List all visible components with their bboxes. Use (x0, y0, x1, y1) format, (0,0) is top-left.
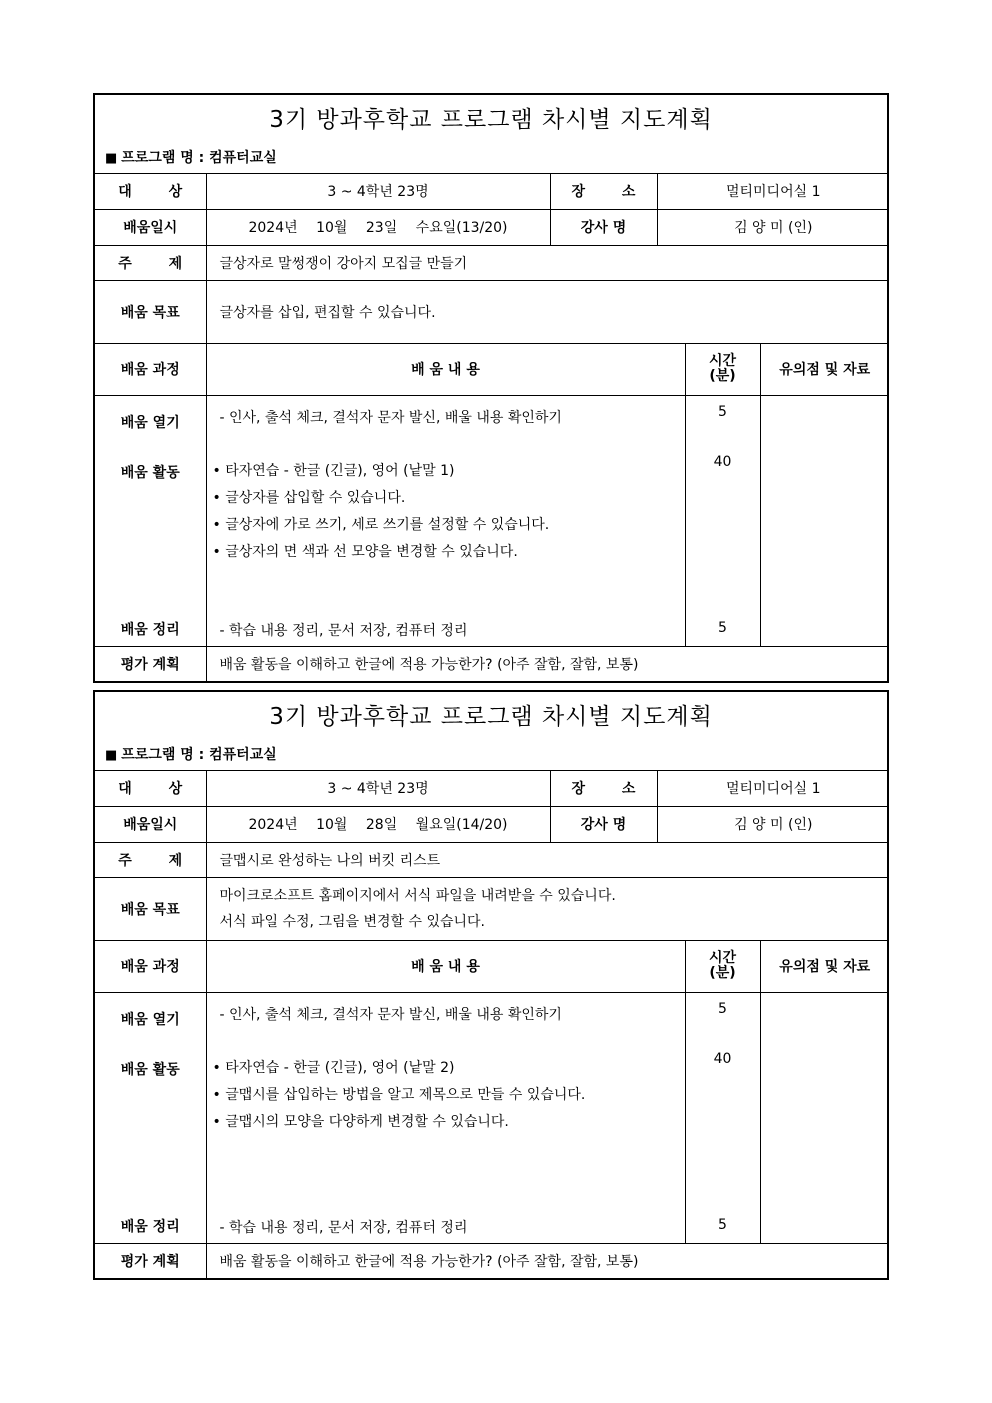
eval-label: 평가 계획 (95, 646, 206, 681)
activity-item: • 글맵시를 삽입하는 방법을 알고 제목으로 만들 수 있습니다. (212, 1086, 586, 1103)
close-minutes: 5 (718, 1216, 727, 1233)
close-content: - 학습 내용 정리, 문서 저장, 컴퓨터 정리 (219, 1219, 468, 1236)
eval-value: 배움 활동을 이해하고 한글에 적용 가능한가? (아주 잘함, 잘함, 보통) (206, 1243, 889, 1278)
time-header-line2: (분) (709, 368, 736, 384)
place-value: 멀티미디어실 1 (657, 771, 889, 806)
content-header: 배 움 내 용 (206, 343, 685, 395)
activity-item: • 타자연습 - 한글 (긴글), 영어 (낱말 1) (212, 462, 455, 479)
process-header: 배움 과정 (95, 940, 206, 992)
teacher-label: 강사 명 (550, 209, 657, 245)
activity-minutes: 40 (713, 453, 732, 470)
target-row (95, 771, 889, 806)
eval-row (95, 646, 889, 681)
date-value: 2024년 10월 23일 수요일(13/20) (206, 209, 550, 245)
eval-row (95, 1243, 889, 1278)
stage-close: 배움 정리 (120, 1218, 180, 1235)
notes-cell (760, 395, 889, 646)
close-minutes: 5 (718, 619, 727, 636)
goal-label: 배움 목표 (95, 280, 206, 343)
close-content: - 학습 내용 정리, 문서 저장, 컴퓨터 정리 (219, 622, 468, 639)
square-bullet-icon: ■ (105, 748, 118, 763)
target-value: 3 ~ 4학년 23명 (206, 771, 550, 806)
date-row (95, 209, 889, 245)
process-header: 배움 과정 (95, 343, 206, 395)
content-cell (206, 395, 685, 646)
open-content: - 인사, 출석 체크, 결석자 문자 발신, 배울 내용 확인하기 (219, 409, 562, 426)
target-label: 대 상 (95, 174, 206, 209)
goal-line: 마이크로소프트 홈페이지에서 서식 파일을 내려받을 수 있습니다. (219, 887, 616, 904)
target-label: 대 상 (95, 771, 206, 806)
lesson-plan-2 (93, 690, 889, 1280)
program-name (105, 147, 277, 167)
topic-row (95, 842, 889, 877)
open-minutes: 5 (718, 403, 727, 420)
teacher-value: 김 양 미 (인) (657, 806, 889, 842)
notes-cell (760, 992, 889, 1243)
goal-label: 배움 목표 (95, 877, 206, 940)
topic-value: 글맵시로 완성하는 나의 버킷 리스트 (206, 842, 889, 877)
activity-item: • 글맵시의 모양을 다양하게 변경할 수 있습니다. (212, 1113, 509, 1130)
date-label: 배움일시 (95, 806, 206, 842)
place-value: 멀티미디어실 1 (657, 174, 889, 209)
date-label: 배움일시 (95, 209, 206, 245)
content-header: 배 움 내 용 (206, 940, 685, 992)
program-name-text: 프로그램 명 : 컴퓨터교실 (121, 747, 277, 763)
goal-row (95, 280, 889, 343)
stage-close: 배움 정리 (120, 621, 180, 638)
process-row (95, 992, 889, 1243)
date-row (95, 806, 889, 842)
activity-item: • 글상자의 면 색과 선 모양을 변경할 수 있습니다. (212, 543, 518, 560)
content-cell (206, 992, 685, 1243)
stage-cell (95, 395, 206, 646)
stage-open: 배움 열기 (120, 414, 180, 431)
goal-row (95, 877, 889, 940)
goal-line: 글상자를 삽입, 편집할 수 있습니다. (219, 304, 436, 321)
topic-row (95, 245, 889, 280)
stage-activity: 배움 활동 (120, 1061, 180, 1078)
activity-item: • 글상자를 삽입할 수 있습니다. (212, 489, 406, 506)
notes-header: 유의점 및 자료 (760, 940, 889, 992)
stage-cell (95, 992, 206, 1243)
activity-item: • 타자연습 - 한글 (긴글), 영어 (낱말 2) (212, 1059, 455, 1076)
eval-label: 평가 계획 (95, 1243, 206, 1278)
topic-label: 주 제 (95, 842, 206, 877)
time-header-line1: 시간 (708, 353, 737, 369)
process-row (95, 395, 889, 646)
open-minutes: 5 (718, 1000, 727, 1017)
place-label: 장 소 (550, 174, 657, 209)
activity-item: • 글상자에 가로 쓰기, 세로 쓰기를 설정할 수 있습니다. (212, 516, 550, 533)
goal-value (206, 877, 889, 940)
eval-value: 배움 활동을 이해하고 한글에 적용 가능한가? (아주 잘함, 잘함, 보통) (206, 646, 889, 681)
plan-table (95, 771, 889, 1278)
plan-header (95, 692, 887, 771)
stage-activity: 배움 활동 (120, 464, 180, 481)
lesson-plan-1 (93, 93, 889, 683)
program-name-text: 프로그램 명 : 컴퓨터교실 (121, 150, 277, 166)
teacher-value: 김 양 미 (인) (657, 209, 889, 245)
minutes-cell (685, 992, 760, 1243)
process-header-row (95, 343, 889, 395)
time-header-line1: 시간 (708, 950, 737, 966)
plan-title: 3기 방과후학교 프로그램 차시별 지도계획 (269, 107, 713, 133)
topic-value: 글상자로 말썽쟁이 강아지 모집글 만들기 (206, 245, 889, 280)
place-label: 장 소 (550, 771, 657, 806)
time-header-line2: (분) (709, 965, 736, 981)
activity-minutes: 40 (713, 1050, 732, 1067)
goal-line: 서식 파일 수정, 그림을 변경할 수 있습니다. (219, 913, 486, 930)
plan-table (95, 174, 889, 681)
plan-title: 3기 방과후학교 프로그램 차시별 지도계획 (269, 704, 713, 730)
minutes-cell (685, 395, 760, 646)
teacher-label: 강사 명 (550, 806, 657, 842)
square-bullet-icon: ■ (105, 151, 118, 166)
date-value: 2024년 10월 28일 월요일(14/20) (206, 806, 550, 842)
process-header-row (95, 940, 889, 992)
time-header (685, 940, 760, 992)
notes-header: 유의점 및 자료 (760, 343, 889, 395)
goal-value (206, 280, 889, 343)
program-name (105, 744, 277, 764)
stage-open: 배움 열기 (120, 1011, 180, 1028)
plan-header (95, 95, 887, 174)
target-row (95, 174, 889, 209)
topic-label: 주 제 (95, 245, 206, 280)
time-header (685, 343, 760, 395)
target-value: 3 ~ 4학년 23명 (206, 174, 550, 209)
open-content: - 인사, 출석 체크, 결석자 문자 발신, 배울 내용 확인하기 (219, 1006, 562, 1023)
